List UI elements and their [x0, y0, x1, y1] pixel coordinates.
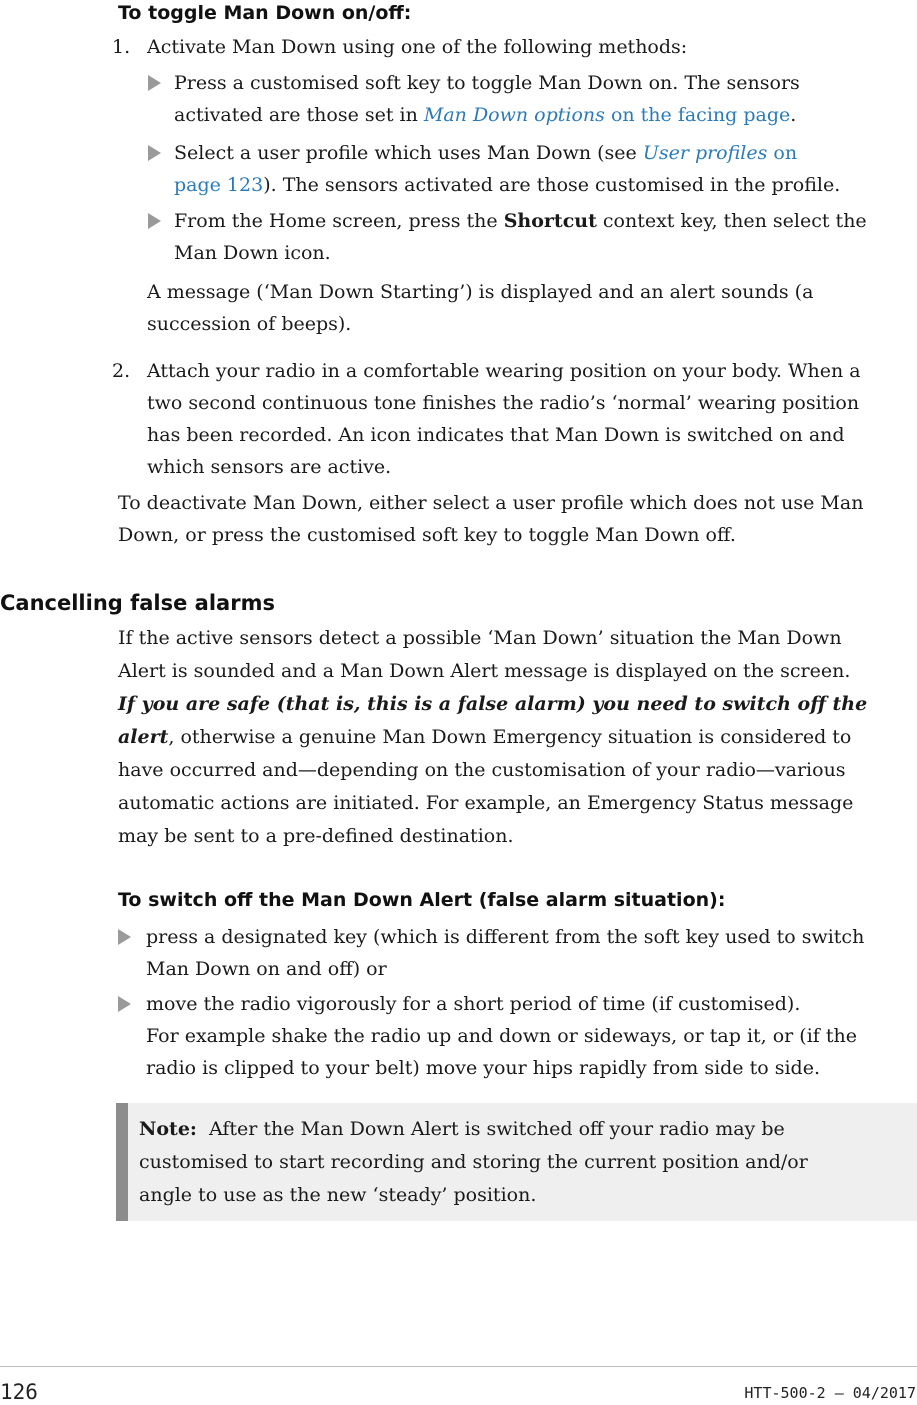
note-label: Note:	[139, 1118, 197, 1140]
step-2-line3: has been recorded. An icon indicates that Man Down is switched on and	[147, 424, 845, 446]
step-number-2: 2.	[112, 360, 131, 382]
triangle-bullet-icon	[148, 213, 161, 229]
subheading-toggle-man-down: To toggle Man Down on/off:	[118, 2, 412, 24]
text-fragment: After the Man Down Alert is switched off your radio may be	[196, 1118, 785, 1140]
note-line3: angle to use as the new ‘steady’ position.	[139, 1184, 537, 1206]
step-number-1: 1.	[112, 36, 131, 58]
footer-divider	[0, 1366, 917, 1367]
bullet-soft-key-line1: Press a customised soft key to toggle Man Down on. The sensors	[174, 72, 800, 94]
text-fragment: , otherwise a genuine Man Down Emergency situation is considered to	[168, 726, 852, 748]
triangle-bullet-icon	[118, 996, 131, 1012]
message-line1: A message (‘Man Down Starting’) is displayed and an alert sounds (a	[147, 281, 814, 303]
false-alarm-para-line3: If you are safe (that is, this is a false alarm) you need to switch off the	[118, 693, 868, 715]
link-facing-page[interactable]: on the facing page	[604, 104, 791, 126]
false-alarm-para-line1: If the active sensors detect a possible ‘Man Down’ situation the Man Down	[118, 627, 842, 649]
bullet-move-radio-line3: radio is clipped to your belt) move your hips rapidly from side to side.	[146, 1057, 820, 1079]
false-alarm-para-line5: have occurred and—depending on the customisation of your radio—various	[118, 759, 846, 781]
bullet-move-radio-line2: For example shake the radio up and down or sideways, or tap it, or (if the	[146, 1025, 857, 1047]
note-line2: customised to start recording and storing the current position and/or	[139, 1151, 808, 1173]
subheading-switch-off-alert: To switch off the Man Down Alert (false alarm situation):	[118, 889, 726, 911]
triangle-bullet-icon	[118, 929, 131, 945]
text-fragment: .	[790, 104, 797, 126]
shortcut-key-name: Shortcut	[503, 210, 597, 232]
link-man-down-options[interactable]: Man Down options	[423, 104, 605, 126]
bullet-shortcut-line1	[174, 205, 867, 237]
step-2-line2: two second continuous tone finishes the radio’s ‘normal’ wearing position	[147, 392, 860, 414]
bullet-designated-key-line2: Man Down on and off) or	[146, 958, 387, 980]
deactivate-line2: Down, or press the customised soft key to toggle Man Down off.	[118, 524, 736, 546]
page-number: 126	[0, 1380, 38, 1404]
bullet-soft-key-line2	[174, 99, 796, 131]
text-fragment: Select a user profile which uses Man Down (see	[174, 142, 643, 164]
text-fragment: ). The sensors activated are those customised in the profile.	[263, 174, 841, 196]
heading-cancelling-false-alarms: Cancelling false alarms	[0, 591, 275, 615]
step-1-text: Activate Man Down using one of the following methods:	[147, 36, 688, 58]
false-alarm-para-line4	[118, 721, 851, 753]
bullet-designated-key-line1: press a designated key (which is different from the soft key used to switch	[146, 926, 865, 948]
document-id: HTT-500-2 – 04/2017	[744, 1384, 916, 1402]
deactivate-line1: To deactivate Man Down, either select a user profile which does not use Man	[118, 492, 864, 514]
bullet-shortcut-line2: Man Down icon.	[174, 242, 331, 264]
false-alarm-para-line2: Alert is sounded and a Man Down Alert message is displayed on the screen.	[118, 660, 851, 682]
link-user-profiles[interactable]: User profiles	[642, 142, 768, 164]
text-fragment: activated are those set in	[174, 104, 424, 126]
text-fragment: From the Home screen, press the	[174, 210, 504, 232]
text-fragment: context key, then select the	[596, 210, 867, 232]
triangle-bullet-icon	[148, 145, 161, 161]
emphasis-alert: alert	[118, 726, 169, 748]
message-line2: succession of beeps).	[147, 313, 352, 335]
false-alarm-para-line7: may be sent to a pre-defined destination.	[118, 825, 514, 847]
bullet-user-profile-line1	[174, 137, 797, 169]
bullet-move-radio-line1: move the radio vigorously for a short period of time (if customised).	[146, 993, 801, 1015]
bullet-user-profile-line2	[174, 169, 840, 201]
false-alarm-para-line6: automatic actions are initiated. For example, an Emergency Status message	[118, 792, 854, 814]
step-2-line1: Attach your radio in a comfortable wearing position on your body. When a	[147, 360, 861, 382]
triangle-bullet-icon	[148, 75, 161, 91]
link-page-123[interactable]: page 123	[174, 174, 264, 196]
note-line1	[139, 1113, 785, 1145]
step-2-line4: which sensors are active.	[147, 456, 392, 478]
link-on[interactable]: on	[767, 142, 798, 164]
